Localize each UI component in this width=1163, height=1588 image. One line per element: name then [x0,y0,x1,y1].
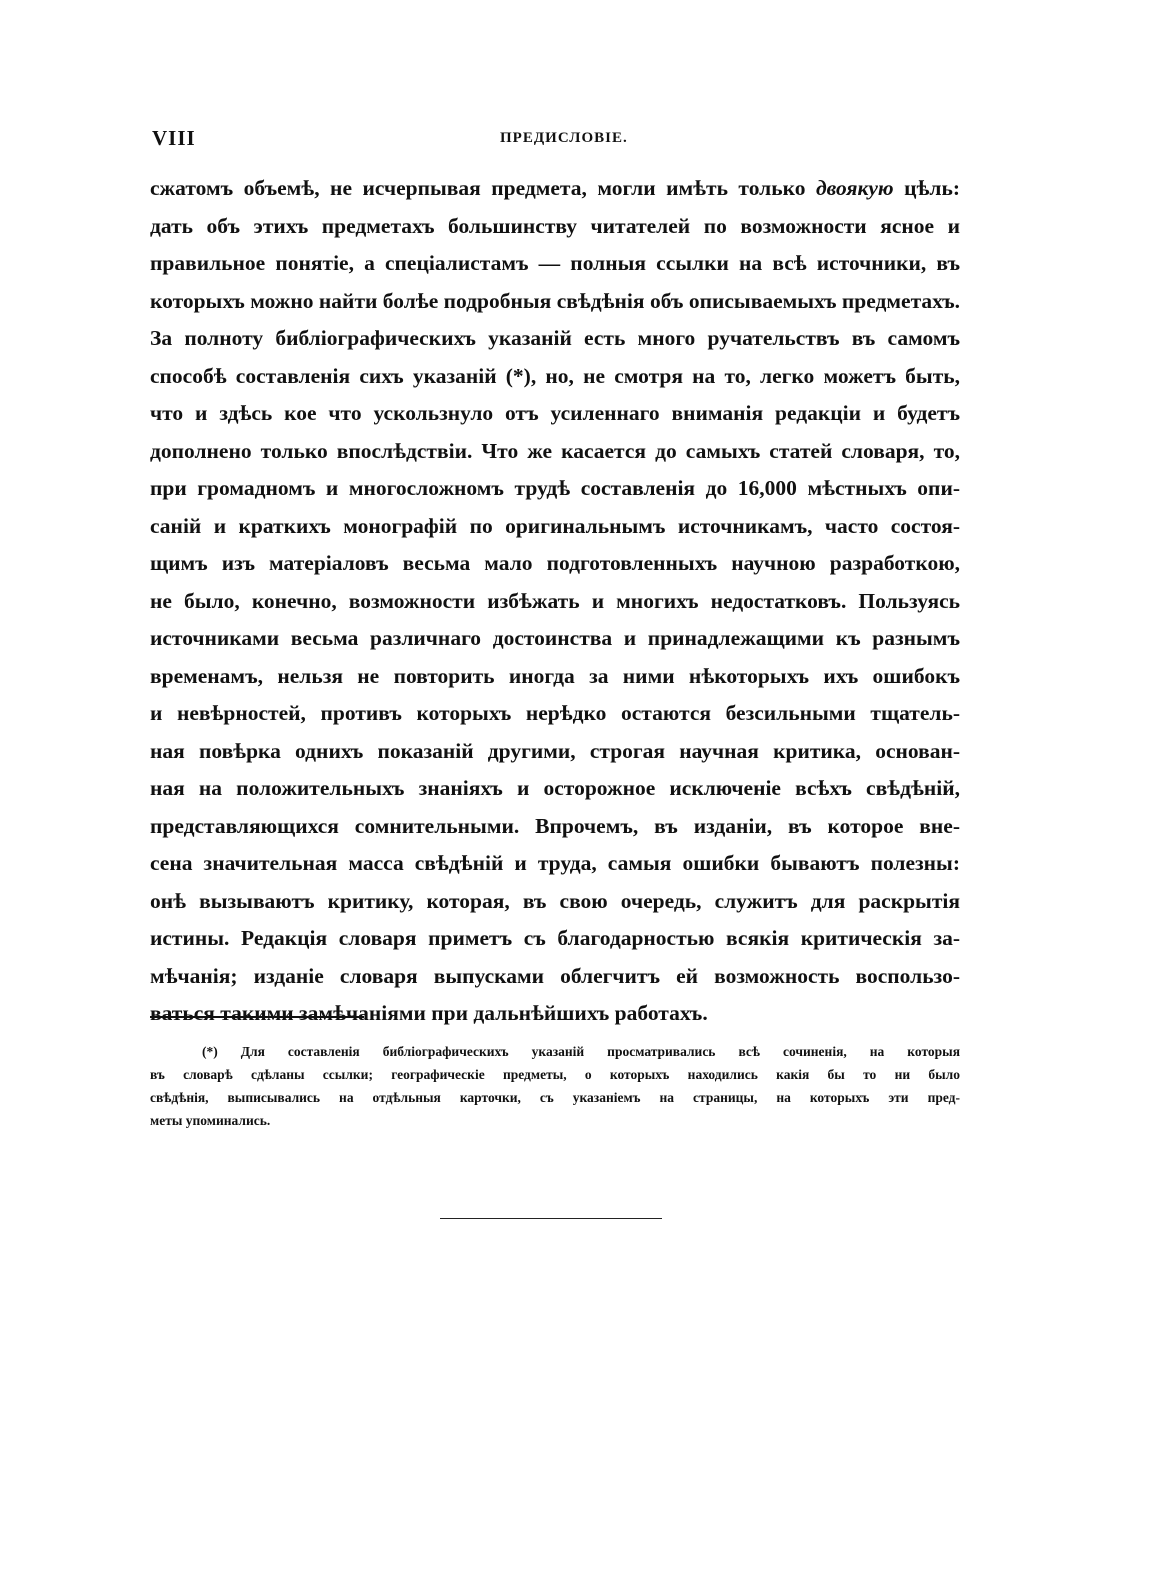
text-line: щимъ изъ матеріаловъ весьма мало подготовленныхъ научною разработкою, [150,551,960,575]
footnote-divider [150,1016,364,1018]
footnote-line: свѣдѣнія, выписывались на отдѣльныя карточки, съ указаніемъ на страницы, на которыхъ эти пред- [150,1090,960,1105]
footnote-line: меты упоминались. [150,1113,271,1128]
footnote-line: въ словарѣ сдѣланы ссылки; географическіе предметы, о которыхъ находились какія бы то ни было [150,1067,960,1082]
text-line: сжатомъ объемѣ, не исчерпывая предмета, могли имѣть только двоякую цѣль: [150,176,960,200]
text-line: дать объ этихъ предметахъ большинству читателей по возможности ясное и [150,213,960,238]
text-line: способѣ составленія сихъ указаній (*), но, не смотря на то, легко можетъ быть, [150,363,960,388]
text-line: которыхъ можно найти болѣе подробныя свѣдѣнія объ описываемыхъ предметахъ. [150,288,960,313]
running-head: ПРЕДИСЛОВІЕ. [500,130,628,146]
text-line: не было, конечно, возможности избѣжать и многихъ недостатковъ. Пользуясь [150,588,960,613]
text-line: временамъ, нельзя не повторить иногда за ними нѣкоторыхъ ихъ ошибокъ [150,663,960,688]
text-line: саній и краткихъ монографій по оригинальнымъ источникамъ, часто состоя- [150,513,960,538]
text-line: дополнено только впослѣдствіи. Что же касается до самыхъ статей словаря, то, [150,438,960,463]
text-line: ваться такими замѣчаніями при дальнѣйшихъ работахъ. [150,1001,708,1025]
text-line: и невѣрностей, противъ которыхъ нерѣдко остаются безсильными тщатель- [150,701,960,725]
footnote-line: (*) Для составленія библіографическихъ указаній просматривались всѣ сочиненія, на которыя [202,1044,960,1059]
text-line: источниками весьма различнаго достоинства и принадлежащими къ разнымъ [150,626,960,650]
text-line: что и здѣсь кое что ускользнуло отъ усиленнаго вниманія редакціи и будетъ [150,401,960,425]
text-line: представляющихся сомнительными. Впрочемъ, въ изданіи, въ которое вне- [150,813,960,838]
italic-word: двоякую [815,176,894,200]
text-line: За полноту библіографическихъ указаній есть много ручательствъ въ самомъ [150,326,960,350]
body-text [150,170,960,1033]
text-line: ная повѣрка однихъ показаній другими, строгая научная критика, основан- [150,738,960,763]
text-line: при громадномъ и многосложномъ трудѣ составленія до 16,000 мѣстныхъ опи- [150,476,960,500]
page-number: VIII [152,126,196,150]
text-line: истины. Редакція словаря приметъ съ благодарностью всякія критическія за- [150,926,960,950]
text-line: онѣ вызываютъ критику, которая, въ свою очередь, служитъ для раскрытія [150,888,960,913]
footnote [150,1040,960,1132]
text-line: мѣчанія; изданіе словаря выпусками облегчитъ ей возможность воспользо- [150,963,960,988]
text-line: правильное понятіе, а спеціалистамъ — полныя ссылки на всѣ источники, въ [150,251,960,275]
text-line: ная на положительныхъ знаніяхъ и осторожное исключеніе всѣхъ свѣдѣній, [150,776,960,800]
text-line: сена значительная масса свѣдѣній и труда, самыя ошибки бываютъ полезны: [150,851,960,875]
end-rule [440,1218,662,1219]
